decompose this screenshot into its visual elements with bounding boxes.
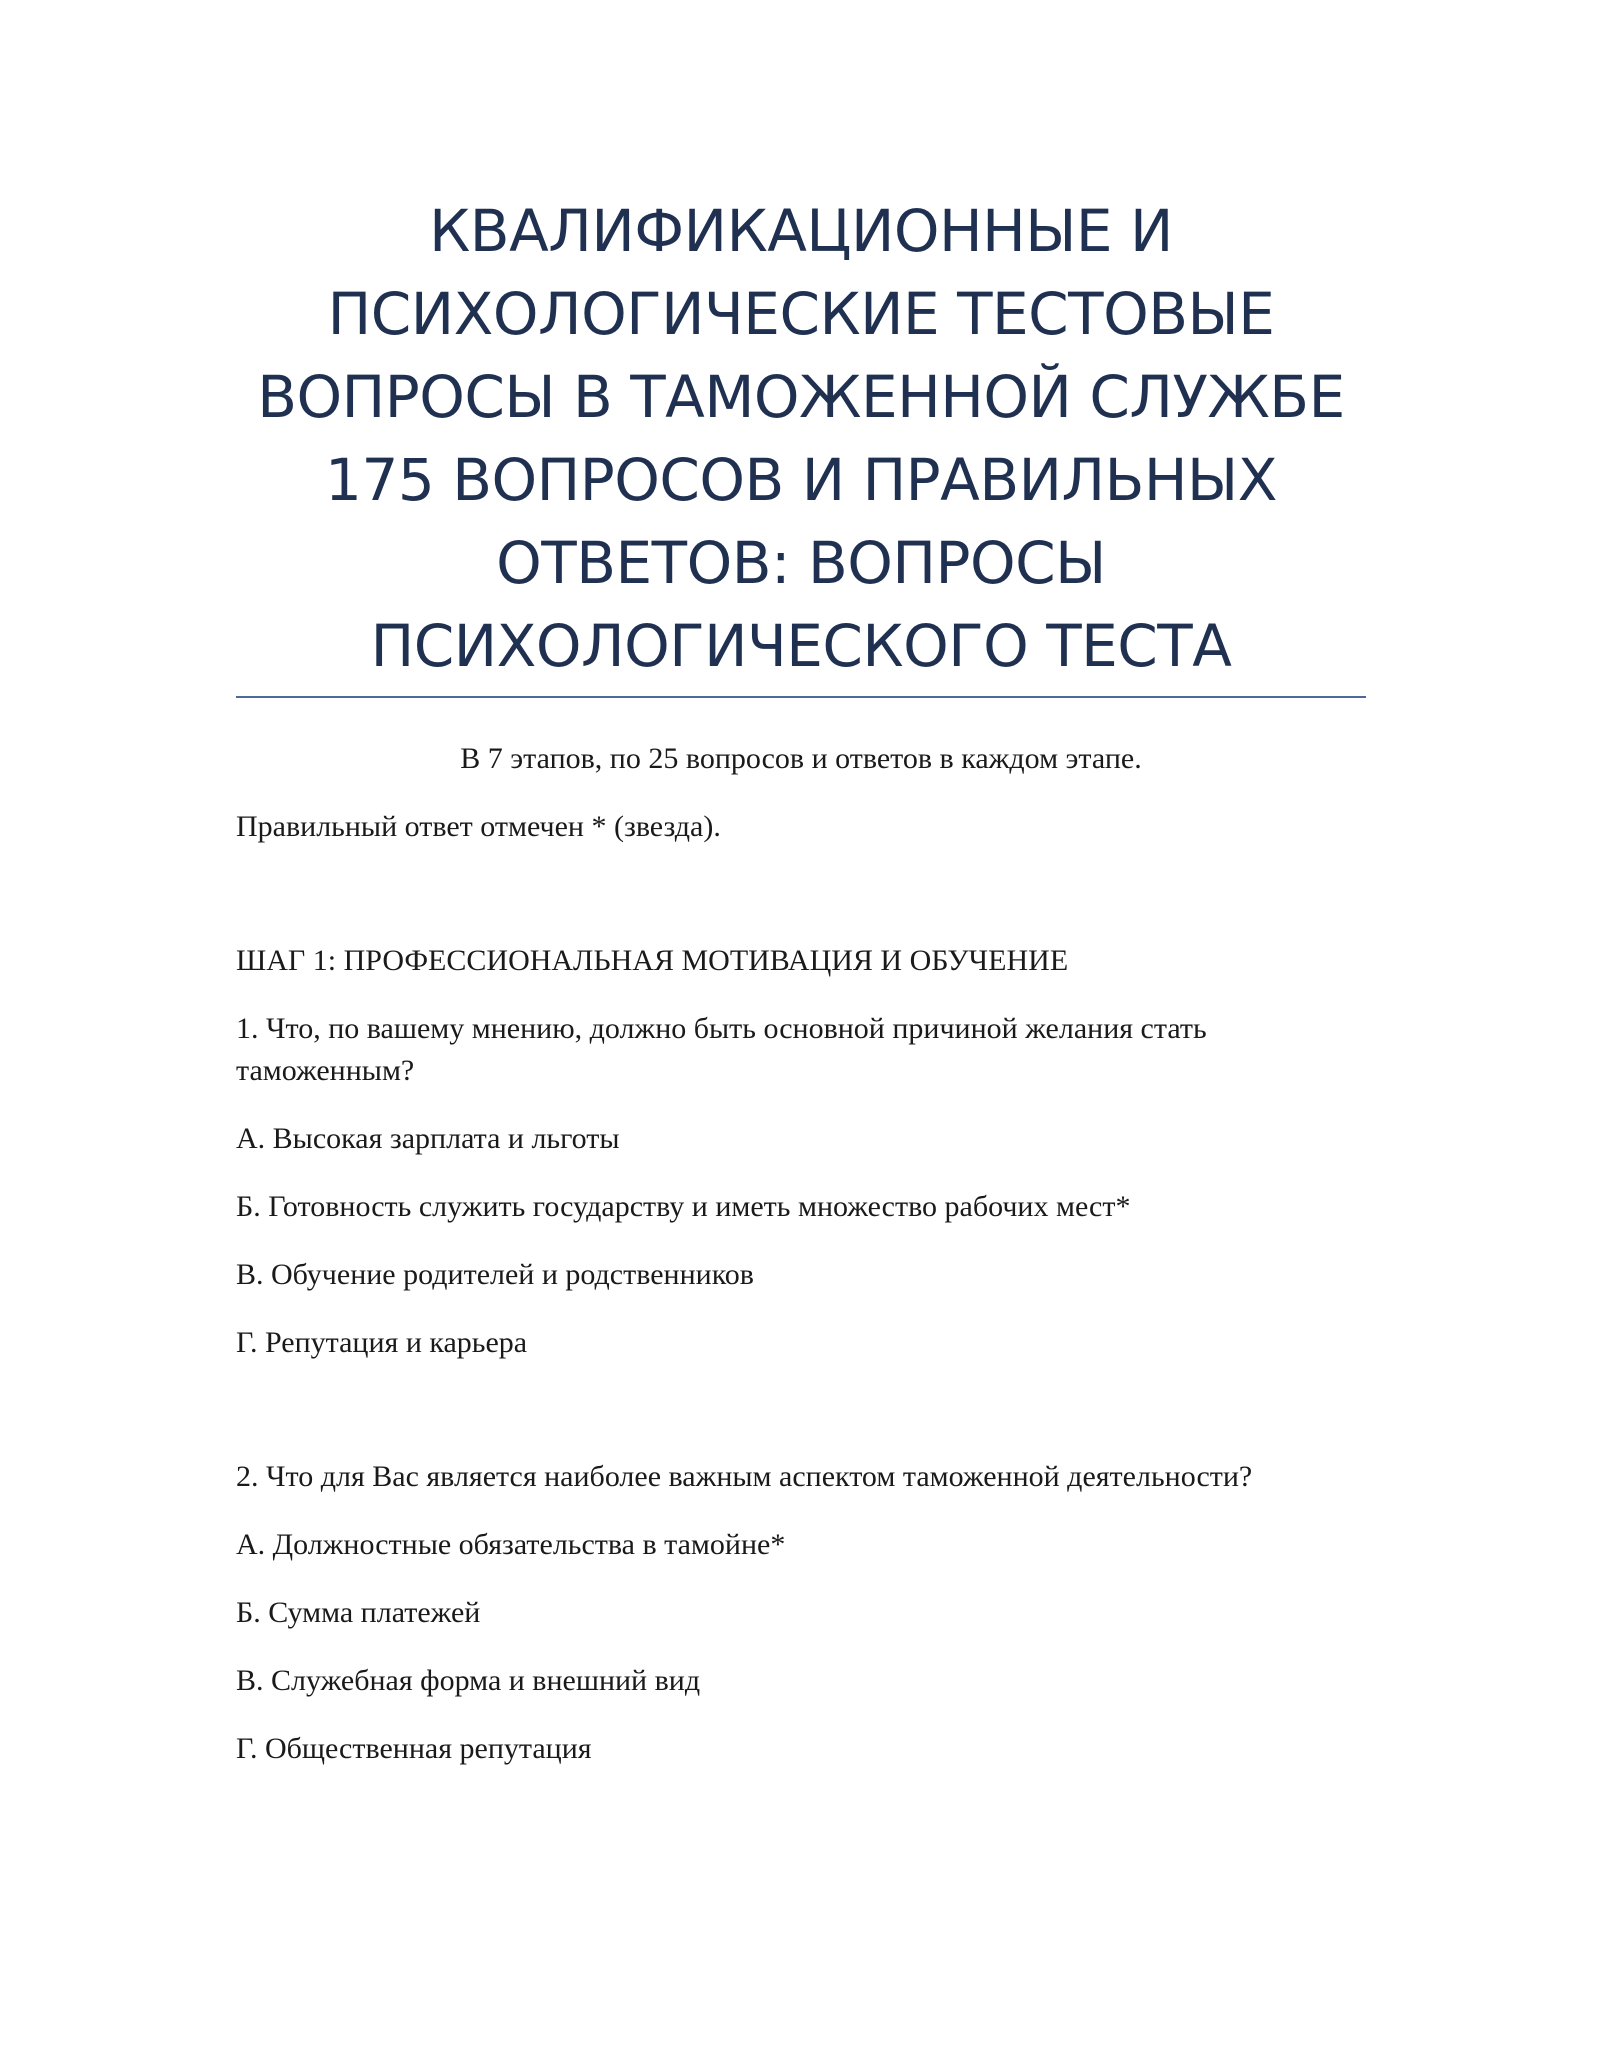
title-line: 175 ВОПРОСОВ И ПРАВИЛЬНЫХ — [325, 446, 1277, 514]
section-heading: ШАГ 1: ПРОФЕССИОНАЛЬНАЯ МОТИВАЦИЯ И ОБУЧЕНИЕ — [236, 944, 1069, 977]
question-1-option-a: А. Высокая зарплата и льготы — [236, 1122, 620, 1155]
title-line: ПСИХОЛОГИЧЕСКИЕ ТЕСТОВЫЕ — [327, 280, 1275, 348]
question-1-line-2: таможенным? — [236, 1054, 415, 1087]
intro-paragraph: В 7 этапов, по 25 вопросов и ответов в каждом этапе. — [460, 742, 1142, 775]
title-line: КВАЛИФИКАЦИОННЫЕ И — [429, 197, 1173, 265]
note-paragraph: Правильный ответ отмечен * (звезда). — [236, 810, 721, 843]
question-1-option-c: В. Обучение родителей и родственников — [236, 1258, 754, 1291]
question-2-option-d: Г. Общественная репутация — [236, 1732, 592, 1765]
question-1-line-1: 1. Что, по вашему мнению, должно быть основной причиной желания стать — [236, 1012, 1207, 1045]
title-line: ВОПРОСЫ В ТАМОЖЕННОЙ СЛУЖБЕ — [257, 363, 1345, 431]
document-title — [236, 190, 1366, 688]
question-2-option-c: В. Служебная форма и внешний вид — [236, 1664, 701, 1697]
title-divider — [236, 696, 1366, 698]
title-line: ОТВЕТОВ: ВОПРОСЫ — [496, 529, 1106, 597]
question-1-option-d: Г. Репутация и карьера — [236, 1326, 528, 1359]
title-line: ПСИХОЛОГИЧЕСКОГО ТЕСТА — [370, 612, 1232, 680]
question-2-option-b: Б. Сумма платежей — [236, 1596, 481, 1629]
question-1-option-b: Б. Готовность служить государству и иметь множество рабочих мест* — [236, 1190, 1131, 1223]
question-2-line-1: 2. Что для Вас является наиболее важным аспектом таможенной деятельности? — [236, 1460, 1253, 1493]
question-2-option-a: А. Должностные обязательства в тамойне* — [236, 1528, 786, 1561]
